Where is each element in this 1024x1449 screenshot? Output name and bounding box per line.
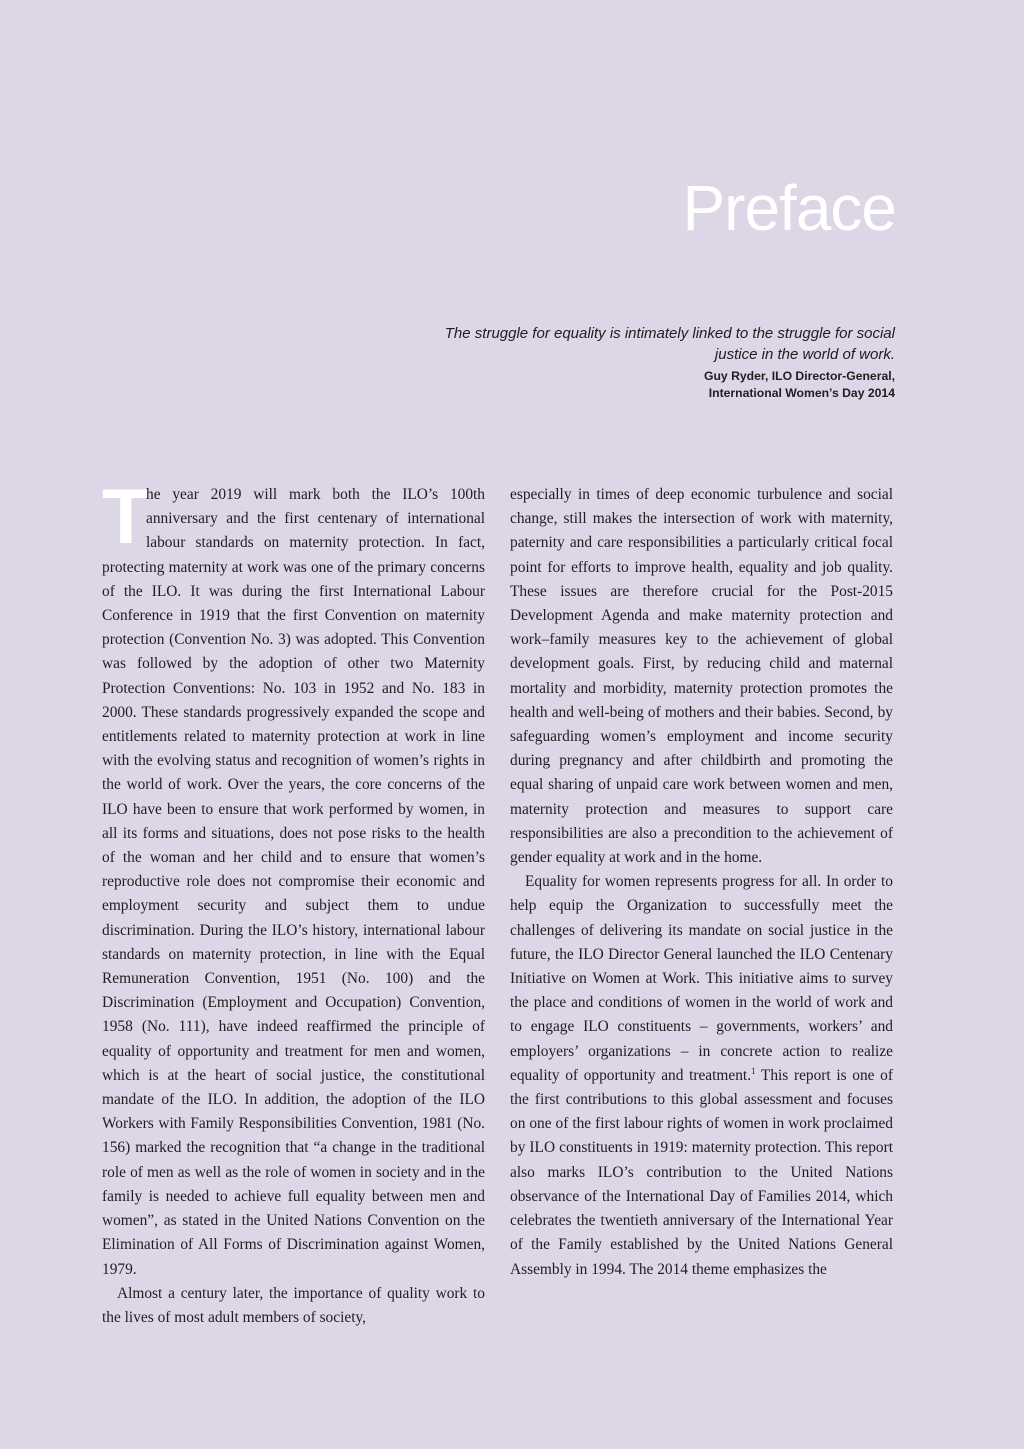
epigraph-text: The struggle for equality is intimately linked to the struggle for social justice in the world of work. xyxy=(444,325,895,363)
attribution-line-2: International Women’s Day 2014 xyxy=(708,386,895,400)
epigraph xyxy=(415,323,895,402)
paragraph xyxy=(510,870,893,1281)
footnote-marker[interactable]: 1 xyxy=(751,1065,756,1076)
drop-cap: T xyxy=(102,472,150,560)
page-title: Preface xyxy=(682,172,896,244)
paragraph xyxy=(102,472,485,1282)
paragraph: especially in times of deep economic turbulence and social change, still makes the intersection of work with maternity, paternity and care responsibilities a particularly critical focal point for efforts to improve health, equality and job quality. These issues are therefore crucial for the Post-2015 Development Agenda and make maternity protection and work–family measures key to the achievement of global development goals. First, by reducing child and maternal mortality and morbidity, maternity protection promotes the health and well-being of mothers and their babies. Second, by safeguarding women’s employment and income security during pregnancy and after childbirth and promoting the equal sharing of unpaid care work between women and men, maternity protection and measures to support care responsibilities are also a precondition to the achievement of gender equality at work and in the home. xyxy=(510,486,893,867)
paragraph-text: he year 2019 will mark both the ILO’s 100th anniversary and the first centenary of international labour standards on maternity protection. In fact, protecting maternity at work was one of the primary concerns of the ILO. It was during the first International Labour Conference in 1919 that the first Convention on maternity protection (Convention No. 3) was adopted. This Convention was followed by the adoption of other two Maternity Protection Conventions: No. 103 in 1952 and No. 183 in 2000. These standards progressively expanded the scope and entitlements related to maternity protection at work in line with the evolving status and recognition of women’s rights in the world of work. Over the years, the core concerns of the ILO have been to ensure that work performed by women, in all its forms and situations, does not pose risks to the health of the woman and her child and to ensure that women’s reproductive role does not compromise their economic and employment security and subject them to undue discrimination. During the ILO’s history, international labour standards on maternity protection, in line with the Equal Remuneration Convention, 1951 (No. 100) and the Discrimination (Employment and Occupation) Convention, 1958 (No. 111), have indeed reaffirmed the principle of equality of opportunity and treatment for men and women, which is at the heart of social justice, the constitutional mandate of the ILO. In addition, the adoption of the ILO Workers with Family Responsibilities Convention, 1981 (No. 156) marked the recognition that “a change in the traditional role of men as well as the role of women in society and in the family is needed to achieve full equality between men and women”, as stated in the United Nations Convention on the Elimination of All Forms of Discrimination against Women, 1979. xyxy=(102,486,485,1278)
attribution-line-1: Guy Ryder, ILO Director-General, xyxy=(704,369,895,383)
paragraph: Almost a century later, the importance of quality work to the lives of most adult members of society, xyxy=(102,1284,485,1326)
epigraph-attribution xyxy=(415,368,895,402)
left-column xyxy=(102,472,485,1330)
paragraph-text: This report is one of the first contributions to this global assessment and focuses on one of the first labour rights of women in work proclaimed by ILO constituents in 1919: maternity protection. This report also marks ILO’s contribution to the United Nations observance of the International Day of Families 2014, which celebrates the twentieth anniversary of the International Year of the Family established by the United Nations General Assembly in 1994. The 2014 theme emphasizes the xyxy=(510,1066,893,1278)
right-column xyxy=(510,483,893,1282)
paragraph-text: Equality for women represents progress for all. In order to help equip the Organization to successfully meet the challenges of delivering its mandate on social justice in the future, the ILO Director General launched the ILO Centenary Initiative on Women at Work. This initiative aims to survey the place and conditions of women in the world of work and to engage ILO constituents – governments, workers’ and employers’ organizations – in concrete action to realize equality of opportunity and treatment. xyxy=(510,873,893,1084)
